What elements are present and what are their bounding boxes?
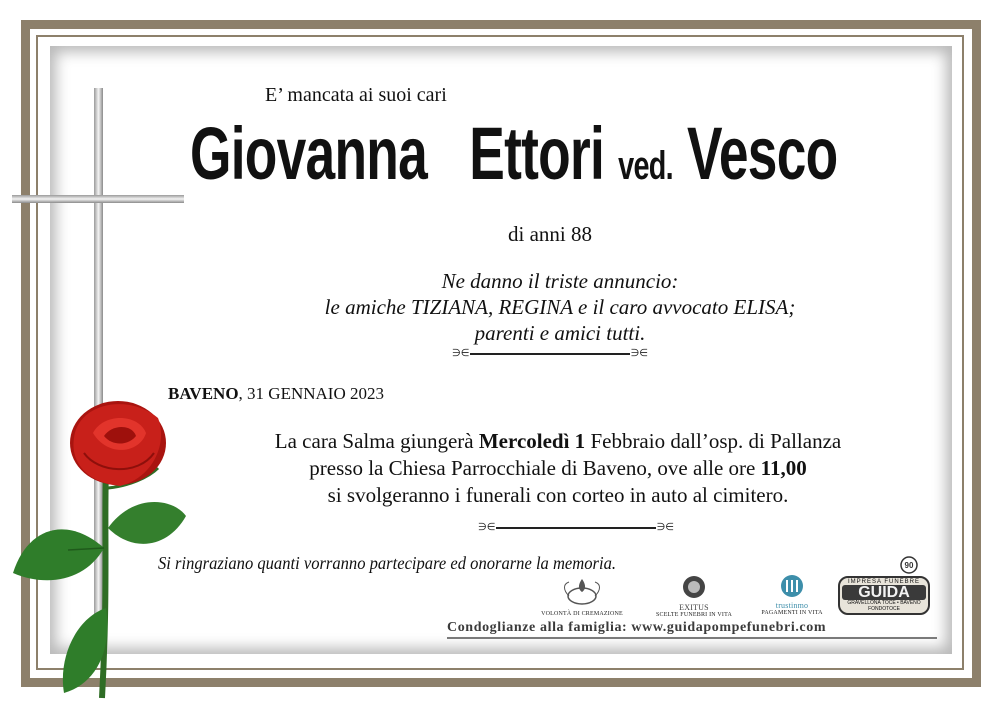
place-date (168, 384, 384, 404)
thanks-text: Si ringraziano quanti vorranno partecipare ed onorarne la memoria. (158, 553, 616, 573)
exitus-text: EXITUS (679, 603, 709, 612)
logo-caption: VOLONTÀ DI CREMAZIONE (541, 611, 623, 617)
deceased-name (190, 111, 838, 203)
announce-line: le amiche TIZIANA, REGINA e il caro avvocato ELISA; (324, 295, 796, 319)
place: BAVENO (168, 384, 239, 403)
cremation-logo (532, 576, 632, 617)
svg-text:90: 90 (904, 561, 914, 570)
trustinmo-logo (752, 574, 832, 616)
condolences-link[interactable]: Condoglianze alla famiglia: www.guidapompefunebri.com (447, 620, 827, 635)
logo-caption: PAGAMENTI IN VITA (761, 610, 823, 616)
logo-caption: SCELTE FUNEBRI IN VITA (655, 612, 733, 618)
exitus-logo-icon (676, 574, 712, 604)
cremation-emblem-icon (561, 576, 603, 608)
condolences-underline (447, 637, 937, 639)
guida-badge (838, 556, 930, 614)
details-line-3: si svolgeranno i funerali con corteo in auto al cimitero. (327, 483, 789, 507)
guida-badge-icon: IMPRESA FUNEBRE GUIDA GRAVELLONA TOCE • BAVENO FONDOTOCE (838, 576, 930, 615)
ornamental-divider: ∋∈ ∋∈ (478, 522, 674, 533)
ornamental-divider: ∋∈ ∋∈ (452, 348, 648, 359)
funeral-details (0, 428, 1000, 509)
ved-label: ved. (618, 144, 673, 188)
trustinmo-logo-icon (779, 574, 805, 598)
married-name: Vesco (686, 112, 838, 195)
details-line-1: La cara Salma giungerà Mercoledì 1 Febbraio dall’osp. di Pallanza (274, 429, 842, 453)
age-text: di anni 88 (508, 222, 592, 246)
exitus-logo (645, 574, 743, 618)
details-line-2: presso la Chiesa Parrocchiale di Baveno, ove alle ore 11,00 (309, 456, 807, 480)
last-name: Ettori (469, 112, 605, 195)
announce-line: parenti e amici tutti. (474, 321, 646, 345)
intro-text: E’ mancata ai suoi cari (265, 84, 447, 106)
announce-line: Ne danno il triste annuncio: (441, 269, 679, 293)
trustinmo-text: trustinmo (775, 601, 809, 610)
date: , 31 GENNAIO 2023 (238, 384, 384, 403)
guida-years-icon (838, 556, 930, 576)
announcement-block (0, 268, 1000, 346)
first-name: Giovanna (190, 112, 428, 195)
